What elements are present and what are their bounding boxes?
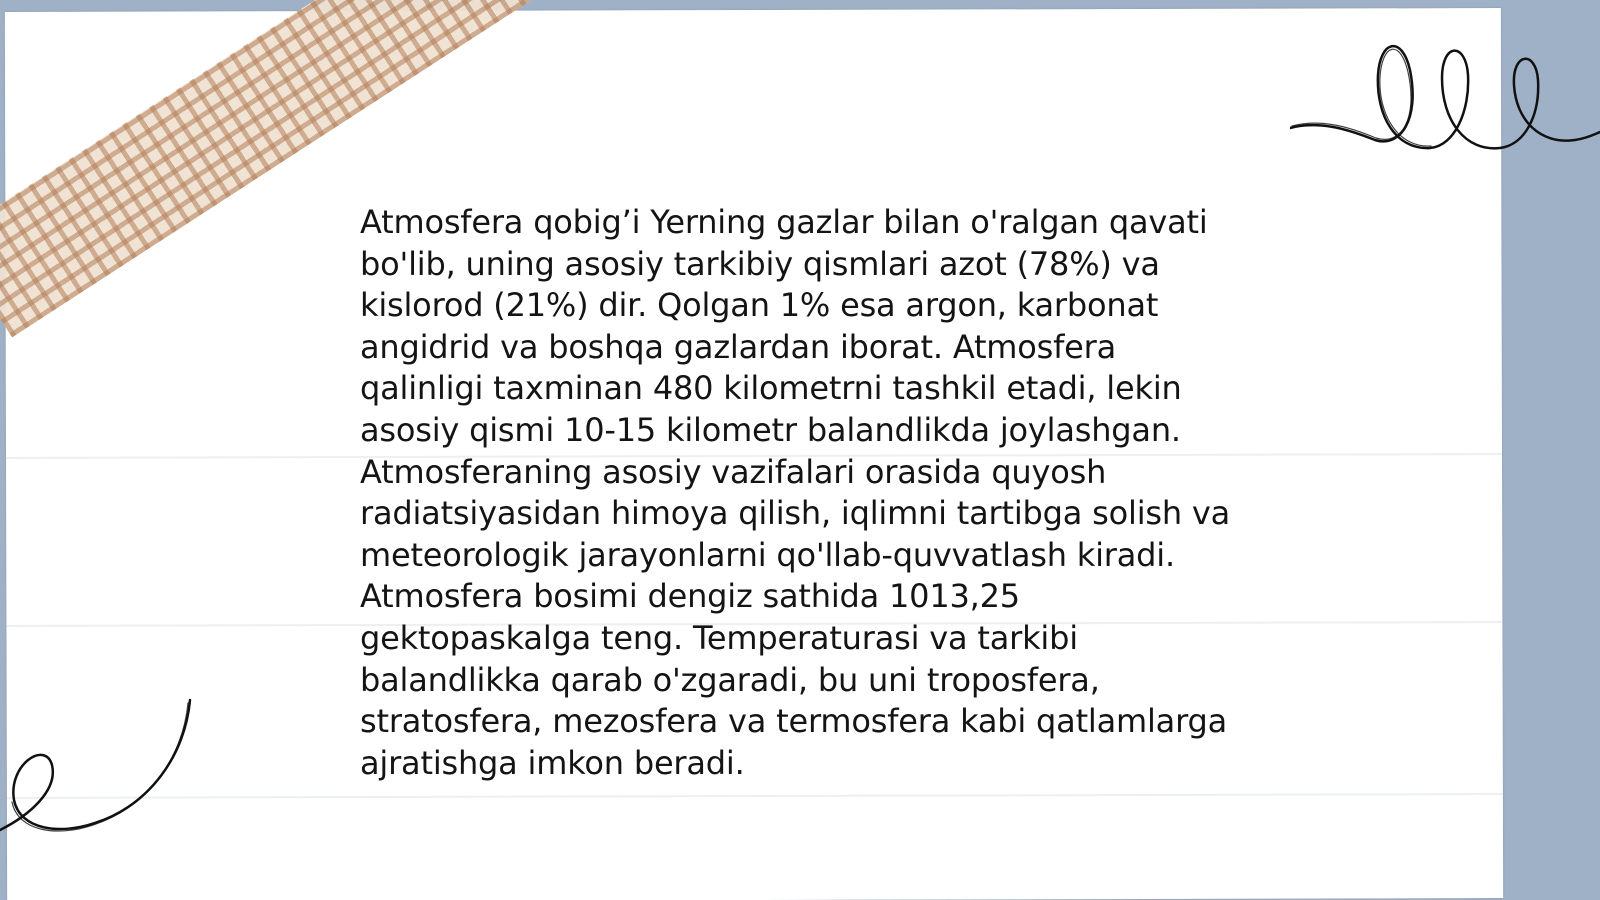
paper-rule-line <box>7 793 1503 799</box>
loop-scribble-icon <box>1290 30 1600 170</box>
swirl-scribble-icon <box>0 695 200 855</box>
slide-body-text: Atmosfera qobig’i Yerning gazlar bilan o'ralgan qavati bo'lib, uning asosiy tarkibiy qismlari azot (78%) va kislorod (21%) dir. Qolgan 1% esa argon, karbonat angidrid va boshqa gazlardan iborat. Atmosfera qalinligi taxminan 480 kilometrni tashkil etadi, lekin asosiy qismi 10-15 kilometr balandlikda joylashgan. Atmosferaning asosiy vazifalari orasida quyosh radiatsiyasidan himoya qilish, iqlimni tartibga solish va meteorologik jarayonlarni qo'llab-quvvatlash kiradi. Atmosfera bosimi dengiz sathida 1013,25 gektopaskalga teng. Temperaturasi va tarkibi balandlikka qarab o'zgaradi, bu uni troposfera, stratosfera, mezosfera va termosfera kabi qatlamlarga ajratishga imkon beradi. <box>360 203 1231 782</box>
